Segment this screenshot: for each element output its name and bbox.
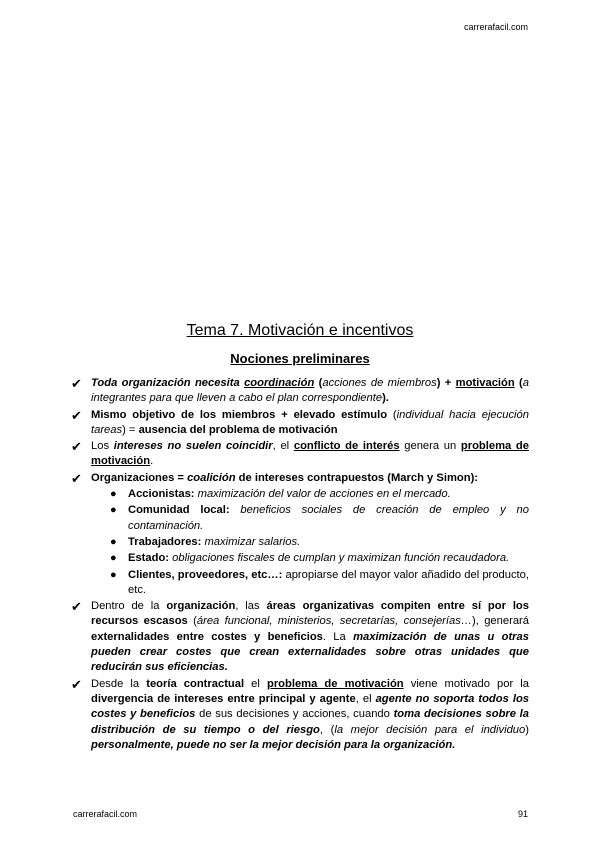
paragraph-objective: ✔ Mismo objetivo de los miembros + elevado estímulo (individual hacia ejecución tareas) = ausencia del problema de motivación	[71, 407, 529, 436]
check-mark-icon: ✔	[71, 376, 82, 391]
list-item: ● Accionistas: maximización del valor de acciones en el mercado.	[128, 487, 529, 502]
section-subtitle: Nociones preliminares	[230, 351, 370, 366]
header-site: carrerafacil.com	[463, 22, 528, 32]
bullet-icon: ●	[110, 535, 117, 548]
list-item: ● Comunidad local: beneficios sociales de creación de empleo y no contaminación.	[110, 504, 529, 532]
list-item: ● Clientes, proveedores, etc…: apropiarse del mayor valor añadido del producto, etc.	[110, 568, 529, 596]
list-item: ● Estado: obligaciones fiscales de cumplan y maximizan función recaudadora.	[128, 551, 529, 566]
bullet-icon: ●	[110, 504, 117, 517]
list-item: ● Trabajadores: maximizar salarios.	[128, 535, 529, 550]
paragraph-coalition: ✔ Organizaciones = coalición de intereses contrapuestos (March y Simon):	[71, 470, 479, 486]
page-number: 91	[517, 809, 528, 819]
bullet-icon: ●	[110, 552, 117, 565]
check-mark-icon: ✔	[71, 470, 82, 486]
bullet-icon: ●	[110, 488, 117, 501]
paragraph-coordination: ✔ Toda organización necesita coordinación (acciones de miembros) + motivación (a integrantes para que lleven a cabo el plan correspondiente).	[71, 376, 529, 405]
check-mark-icon: ✔	[71, 599, 82, 615]
paragraph-contract: ✔ Desde la teoría contractual el problema de motivación viene motivado por la divergencia de intereses entre principal y agente, el agente no soporta todos los costes y beneficios de sus decisiones y acciones, cuando toma decisiones sobre la distribución de su tiempo o del riesgo, (la mejor decisión para el individuo) personalmente, puede no ser la mejor decisión para la organización.	[71, 676, 530, 751]
paragraph-areas: ✔ Dentro de la organización, las áreas organizativas compiten entre sí por los recursos escasos (área funcional, ministerios, secretarías, consejerías…), generará externalidades entre costes y beneficios. La maximización de unas u otras pueden crear costes que crean externalidades sobre otras unidades que reducirán sus eficiencias.	[71, 599, 529, 674]
footer-site: carrerafacil.com	[73, 809, 138, 819]
check-mark-icon: ✔	[71, 676, 82, 692]
page-title: Tema 7. Motivación e incentivos	[186, 322, 414, 339]
paragraph-interests: ✔ Los intereses no suelen coincidir, el conflicto de interés genera un problema de motivación.	[71, 439, 529, 468]
bullet-icon: ●	[110, 568, 117, 581]
check-mark-icon: ✔	[71, 439, 82, 455]
check-mark-icon: ✔	[71, 407, 82, 423]
content	[73, 376, 529, 754]
